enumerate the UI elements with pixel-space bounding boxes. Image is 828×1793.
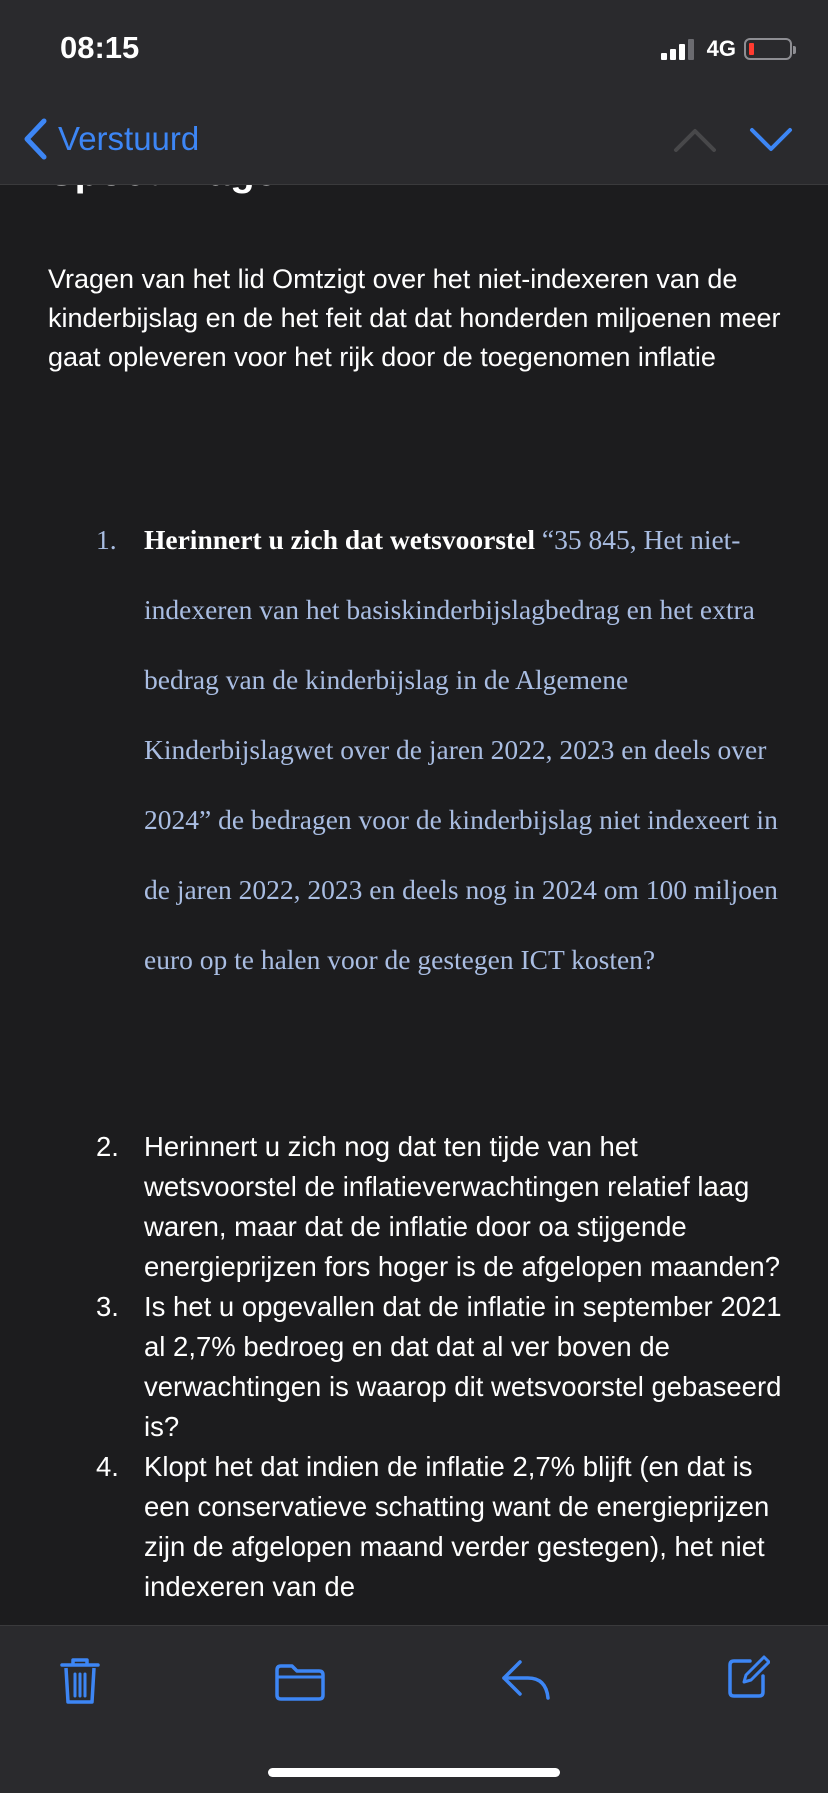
battery-icon bbox=[744, 38, 792, 60]
question-text: Klopt het dat indien de inflatie 2,7% blijft (en dat is een conservatieve schatting want de energieprijzen zijn de afgelopen maand verder gestegen), het niet indexeren van de bbox=[144, 1451, 770, 1602]
question-text: Herinnert u zich nog dat ten tijde van het wetsvoorstel de inflatieverwachtingen relatief laag waren, maar dat de inflatie door oa stijgende energieprijzen fors hoger is de afgelopen maanden? bbox=[144, 1131, 780, 1282]
question-number: 2. bbox=[96, 1131, 119, 1162]
chevron-up-icon[interactable] bbox=[672, 126, 718, 154]
question-text: Is het u opgevallen dat de inflatie in september 2021 al 2,7% bedroeg en dat dat al ver boven de verwachtingen is waarop dit wetsvoorstel gebaseerd is? bbox=[144, 1291, 782, 1442]
message-body[interactable] bbox=[0, 150, 828, 1625]
list-item bbox=[96, 1287, 796, 1447]
question-1-bold-text: Herinnert u zich dat wetsvoorstel bbox=[144, 524, 536, 555]
list-item bbox=[96, 1447, 796, 1607]
compose-icon[interactable] bbox=[726, 1654, 770, 1700]
signal-strength-icon bbox=[661, 38, 697, 60]
back-button-label: Verstuurd bbox=[58, 120, 200, 157]
bottom-toolbar bbox=[0, 1625, 828, 1793]
question-number: 3. bbox=[96, 1291, 119, 1322]
question-number: 1. bbox=[96, 524, 117, 555]
status-time: 08:15 bbox=[60, 30, 140, 65]
question-number: 4. bbox=[96, 1451, 119, 1482]
status-bar bbox=[0, 0, 828, 100]
trash-icon[interactable] bbox=[58, 1656, 102, 1706]
chevron-down-icon[interactable] bbox=[748, 126, 794, 154]
question-1 bbox=[96, 505, 796, 995]
list-item bbox=[96, 1127, 796, 1287]
folder-icon[interactable] bbox=[274, 1662, 326, 1702]
network-type: 4G bbox=[706, 36, 736, 61]
message-navigation bbox=[642, 126, 794, 154]
navigation-bar bbox=[0, 100, 828, 185]
chevron-left-icon bbox=[22, 118, 48, 160]
back-button[interactable] bbox=[22, 118, 199, 160]
question-list bbox=[96, 1127, 796, 1607]
home-indicator[interactable] bbox=[268, 1768, 560, 1777]
reply-icon[interactable] bbox=[500, 1658, 552, 1702]
question-1-quote: “35 845, Het niet-indexeren van het basiskinderbijslagbedrag en het extra bedrag van de kinderbijslag in de Algemene Kinderbijslagwet over de jaren 2022, 2023 en deels over 2024” de bedragen voor de kinderbijslag niet indexeert in de jaren 2022, 2023 en deels nog in 2024 om 100 miljoen euro op te halen voor de gestegen ICT kosten? bbox=[144, 524, 778, 975]
status-indicators bbox=[661, 34, 792, 64]
message-intro: Vragen van het lid Omtzigt over het niet-indexeren van de kinderbijslag en de het feit dat dat honderden miljoenen meer gaat opleveren voor het rijk door de toegenomen inflatie bbox=[48, 264, 781, 372]
